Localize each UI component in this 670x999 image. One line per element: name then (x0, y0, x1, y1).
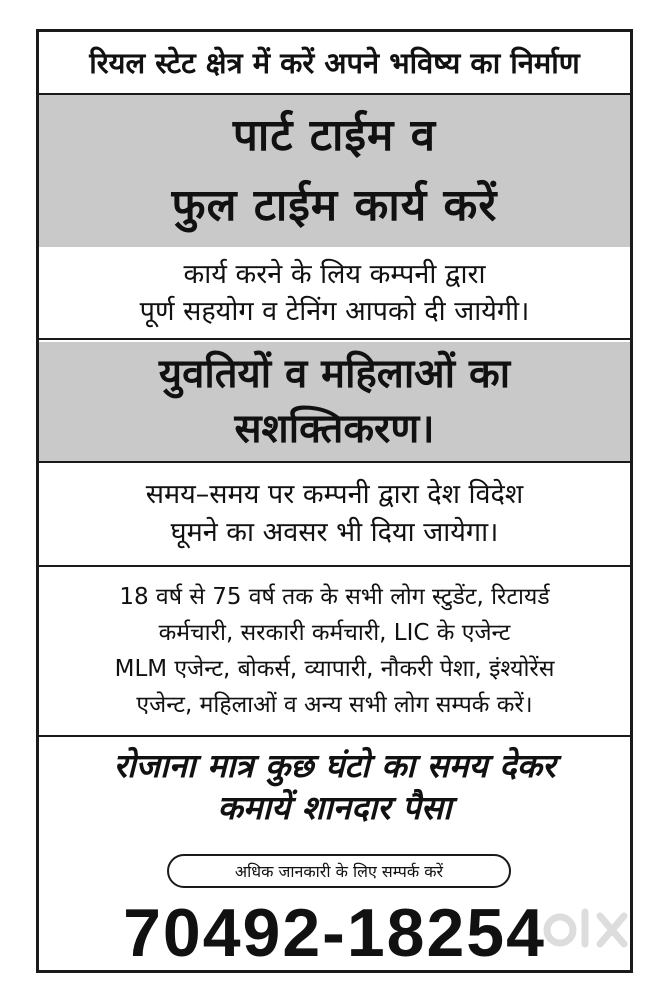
travel-section (39, 463, 630, 567)
olx-watermark-logo (540, 900, 635, 960)
support-section (39, 247, 630, 340)
travel-line-2: घूमने का अवसर भी दिया जायेगा। (170, 517, 499, 548)
eligibility-line-1: 18 वर्ष से 75 वर्ष तक के सभी लोग स्टुडेंट, रिटायर्ड (119, 584, 550, 610)
empowerment-section (39, 342, 630, 463)
empowerment-line-2: सशक्तिकरण। (234, 405, 435, 452)
earn-line-1: रोजाना मात्र कुछ घंटो का समय देकर (113, 746, 556, 785)
eligibility-line-2: कर्मचारी, सरकारी कर्मचारी, LIC के एजेन्ट (158, 620, 511, 646)
work-heading-line-1: पार्ट टाईम व (232, 110, 437, 161)
top-headline-section (39, 32, 630, 95)
eligibility-line-3: MLM एजेन्ट, बोकर्स, व्यापारी, नौकरी पेशा, इंश्योरेंस (114, 656, 555, 682)
travel-line-1: समय–समय पर कम्पनी द्वारा देश विदेश (145, 479, 524, 510)
work-heading-line-2: फुल टाईम कार्य करें (171, 180, 498, 231)
contact-note: अधिक जानकारी के लिए सम्पर्क करें (234, 862, 444, 881)
contact-note-pill (167, 854, 511, 888)
empowerment-line-1: युवतियों व महिलाओं का (158, 350, 511, 397)
support-line-2: पूर्ण सहयोग व टेनिंग आपको दी जायेगी। (139, 295, 530, 327)
work-heading-section (39, 95, 630, 247)
phone-number: 70492-18254 (123, 895, 546, 971)
earn-line-2: कमायें शानदार पैसा (217, 788, 452, 827)
earn-section (39, 737, 630, 837)
top-headline: रियल स्टेट क्षेत्र में करें अपने भविष्य का निर्माण (89, 46, 580, 80)
eligibility-section (39, 567, 630, 737)
ad-frame (36, 29, 633, 973)
eligibility-line-4: एजेन्ट, महिलाओं व अन्य सभी लोग सम्पर्क करें। (136, 692, 533, 718)
support-line-1: कार्य करने के लिय कम्पनी द्वारा (183, 258, 486, 290)
